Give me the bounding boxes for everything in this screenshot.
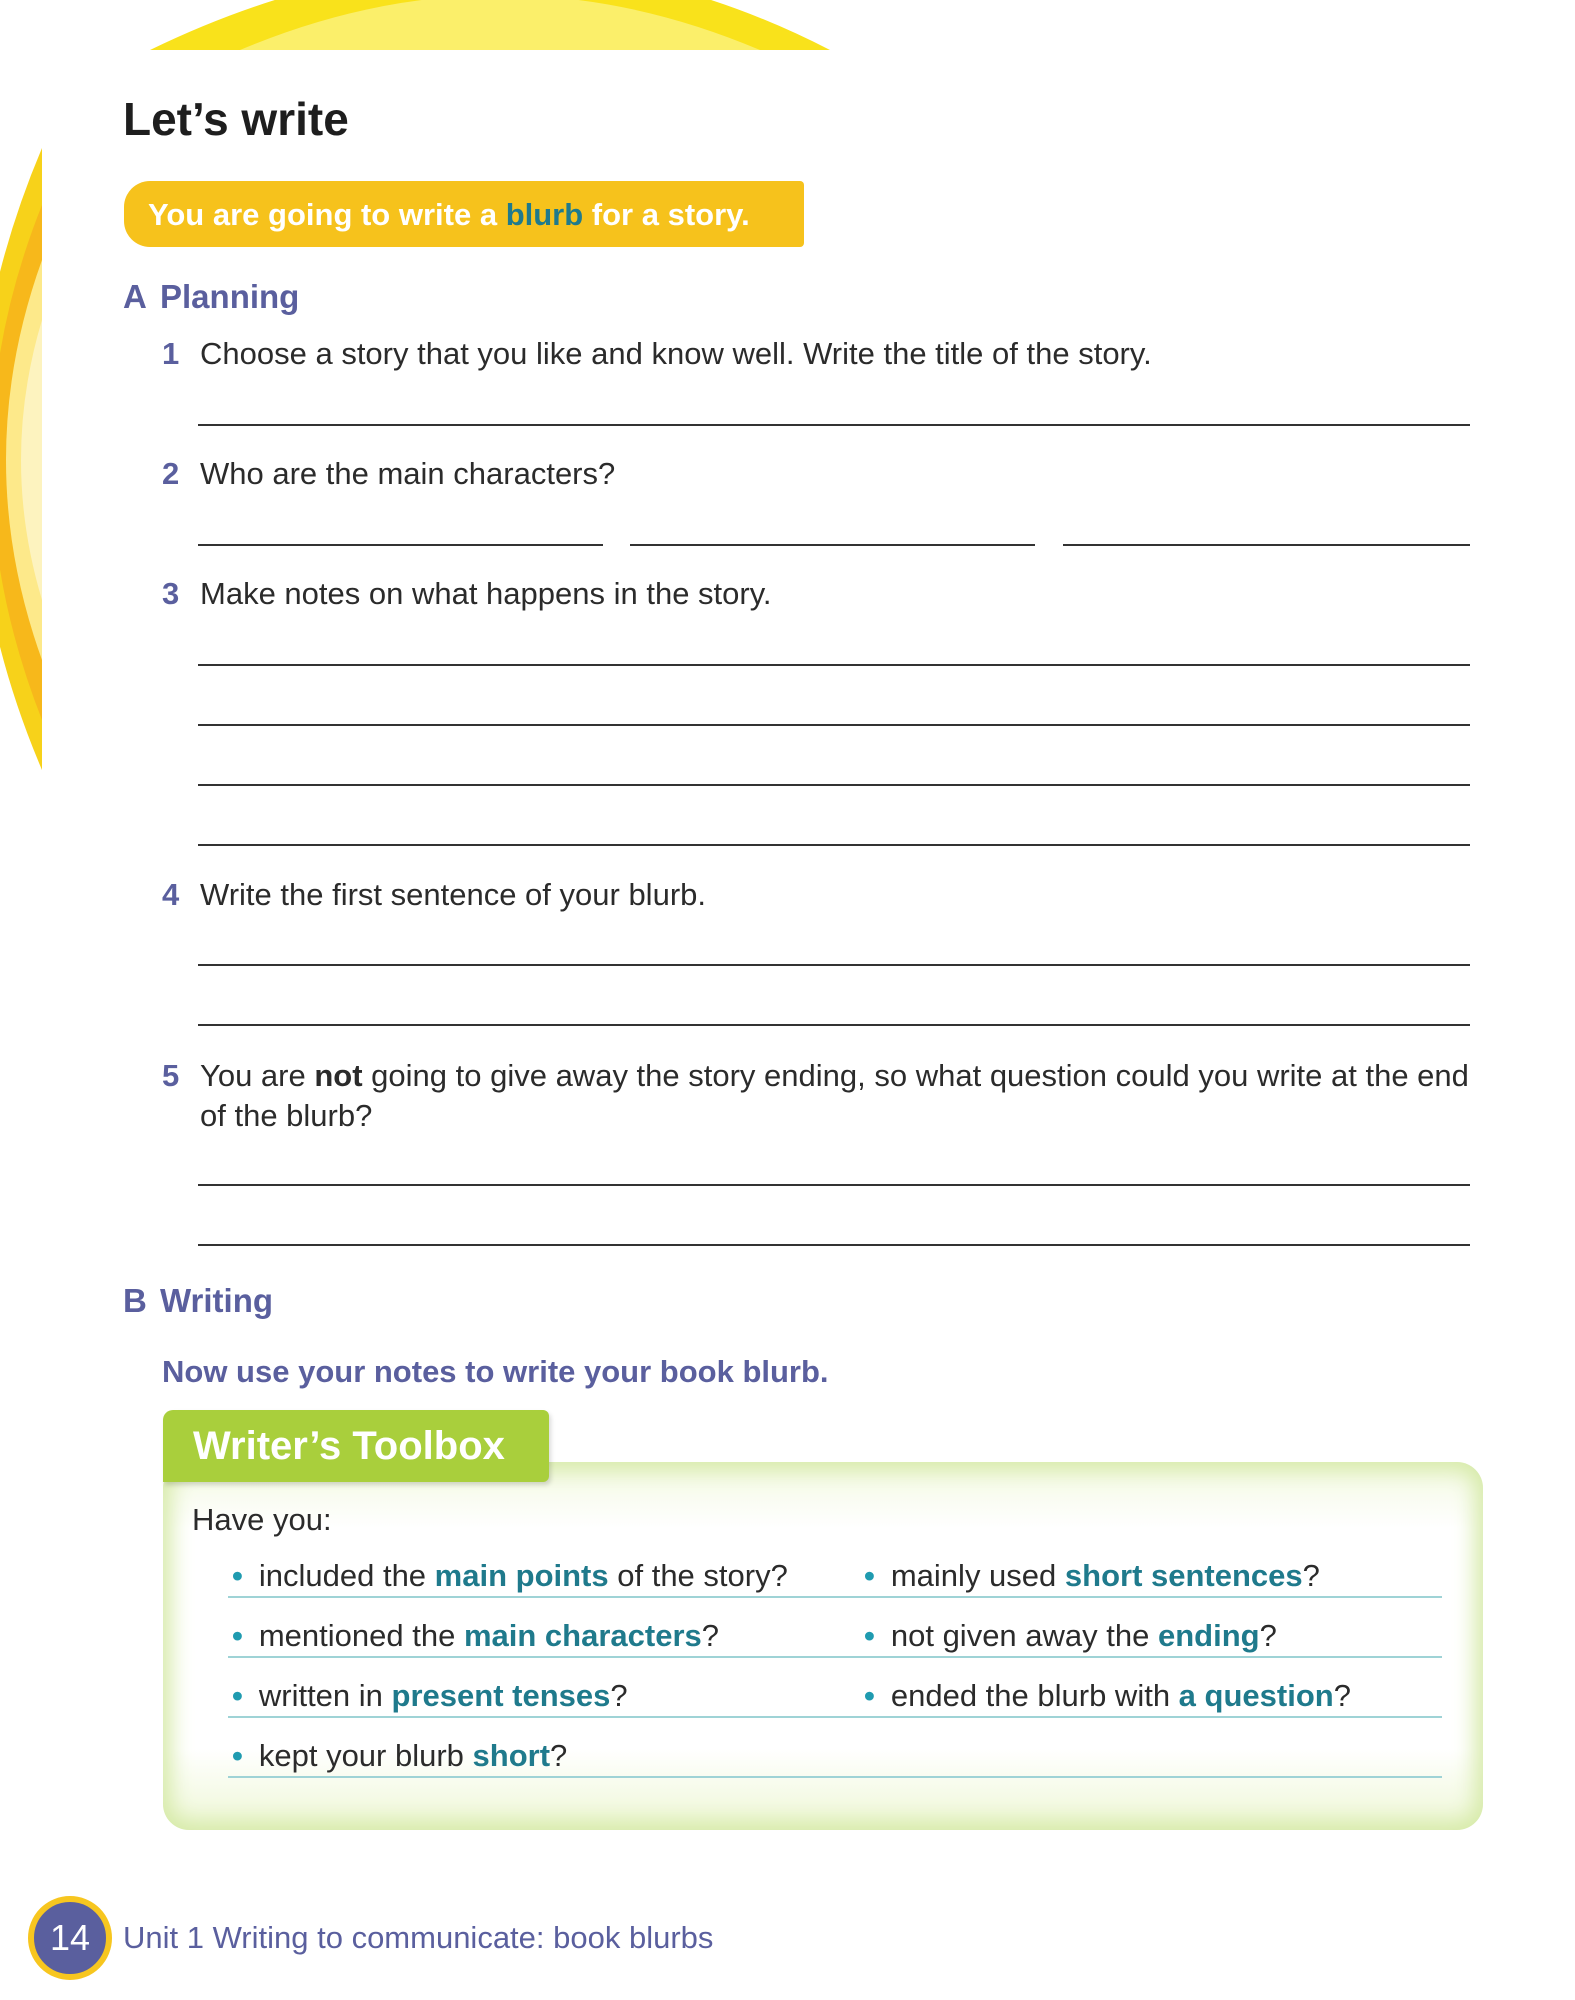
checklist-text: not given away the xyxy=(890,1618,1158,1653)
answer-line[interactable] xyxy=(198,784,1470,786)
bullet-icon: • xyxy=(232,1678,243,1713)
banner-text: You are going to write a xyxy=(148,197,506,232)
checklist-text: included the xyxy=(258,1558,435,1593)
question-text-part: going to give away the story ending, so what question could you write at the end of the blurb? xyxy=(200,1058,1469,1133)
checklist-text: ? xyxy=(610,1678,628,1713)
question-text xyxy=(200,1056,1482,1136)
checklist-text: written in xyxy=(258,1678,392,1713)
banner-text-end: for a story. xyxy=(583,197,750,232)
answer-line[interactable] xyxy=(630,544,1035,546)
bullet-icon: • xyxy=(864,1558,875,1593)
answer-line[interactable] xyxy=(198,724,1470,726)
bullet-icon: • xyxy=(232,1738,243,1773)
bullet-icon: • xyxy=(864,1678,875,1713)
toolbox-intro: Have you: xyxy=(192,1502,332,1537)
checklist-keyword: main points xyxy=(434,1558,609,1593)
question-text: Write the first sentence of your blurb. xyxy=(200,877,706,912)
checklist-item xyxy=(864,1556,1320,1596)
bullet-icon: • xyxy=(232,1558,243,1593)
section-label: Planning xyxy=(160,278,300,315)
checklist-item xyxy=(232,1736,567,1776)
section-letter: B xyxy=(123,1282,147,1319)
checklist-text: ? xyxy=(550,1738,568,1773)
writing-instruction: Now use your notes to write your book blurb. xyxy=(162,1354,829,1389)
checklist-item xyxy=(864,1616,1277,1656)
checklist-keyword: a question xyxy=(1178,1678,1334,1713)
checklist-keyword: main characters xyxy=(463,1618,702,1653)
question-number: 1 xyxy=(162,336,180,371)
question-text: Choose a story that you like and know well. Write the title of the story. xyxy=(200,336,1152,371)
answer-line[interactable] xyxy=(198,1244,1470,1246)
checklist-text: mentioned the xyxy=(258,1618,464,1653)
question-number: 2 xyxy=(162,456,180,491)
checklist-text: ? xyxy=(1259,1618,1277,1653)
checklist-keyword: ending xyxy=(1157,1618,1260,1653)
checklist-keyword: short sentences xyxy=(1064,1558,1303,1593)
question-2 xyxy=(162,454,1482,494)
checklist-text: ? xyxy=(1302,1558,1320,1593)
question-3 xyxy=(162,574,1482,614)
page-number-badge: 14 xyxy=(28,1896,112,1980)
checklist-text: ? xyxy=(701,1618,720,1653)
answer-line[interactable] xyxy=(198,544,603,546)
emphasis-not: not xyxy=(314,1058,363,1093)
checklist-keyword: present tenses xyxy=(391,1678,611,1713)
checklist-item xyxy=(232,1556,788,1596)
checklist-keyword: short xyxy=(472,1738,551,1773)
question-number: 3 xyxy=(162,576,180,611)
answer-line[interactable] xyxy=(198,664,1470,666)
section-letter: A xyxy=(123,278,147,315)
checklist-item xyxy=(864,1676,1351,1716)
writers-toolbox-title: Writer’s Toolbox xyxy=(163,1410,549,1482)
bullet-icon: • xyxy=(864,1618,875,1653)
task-banner xyxy=(124,181,804,247)
banner-highlight: blurb xyxy=(505,197,584,232)
question-text-part: You are xyxy=(200,1058,315,1093)
answer-line[interactable] xyxy=(198,424,1470,426)
checklist-text: kept your blurb xyxy=(258,1738,473,1773)
answer-line[interactable] xyxy=(198,844,1470,846)
answer-line[interactable] xyxy=(1063,544,1470,546)
answer-line[interactable] xyxy=(198,1184,1470,1186)
checklist-text: ended the blurb with xyxy=(890,1678,1179,1713)
question-number: 5 xyxy=(162,1058,180,1093)
question-1 xyxy=(162,334,1482,374)
answer-line[interactable] xyxy=(198,964,1470,966)
checklist-item xyxy=(232,1616,719,1656)
answer-line[interactable] xyxy=(198,1024,1470,1026)
question-text: Make notes on what happens in the story. xyxy=(200,576,772,611)
checklist-text: ? xyxy=(1333,1678,1351,1713)
checklist-item xyxy=(232,1676,628,1716)
bullet-icon: • xyxy=(232,1618,243,1653)
section-label: Writing xyxy=(160,1282,274,1319)
section-b-heading xyxy=(123,1282,273,1320)
unit-footer: Unit 1 Writing to communicate: book blurbs xyxy=(123,1920,714,1955)
question-text: Who are the main characters? xyxy=(200,456,616,491)
question-4 xyxy=(162,875,1482,915)
checklist-text: of the story? xyxy=(608,1558,788,1593)
question-number: 4 xyxy=(162,877,180,912)
checklist-text: mainly used xyxy=(890,1558,1065,1593)
question-5 xyxy=(162,1056,1482,1136)
section-a-heading xyxy=(123,278,299,316)
page-title: Let’s write xyxy=(123,93,349,145)
